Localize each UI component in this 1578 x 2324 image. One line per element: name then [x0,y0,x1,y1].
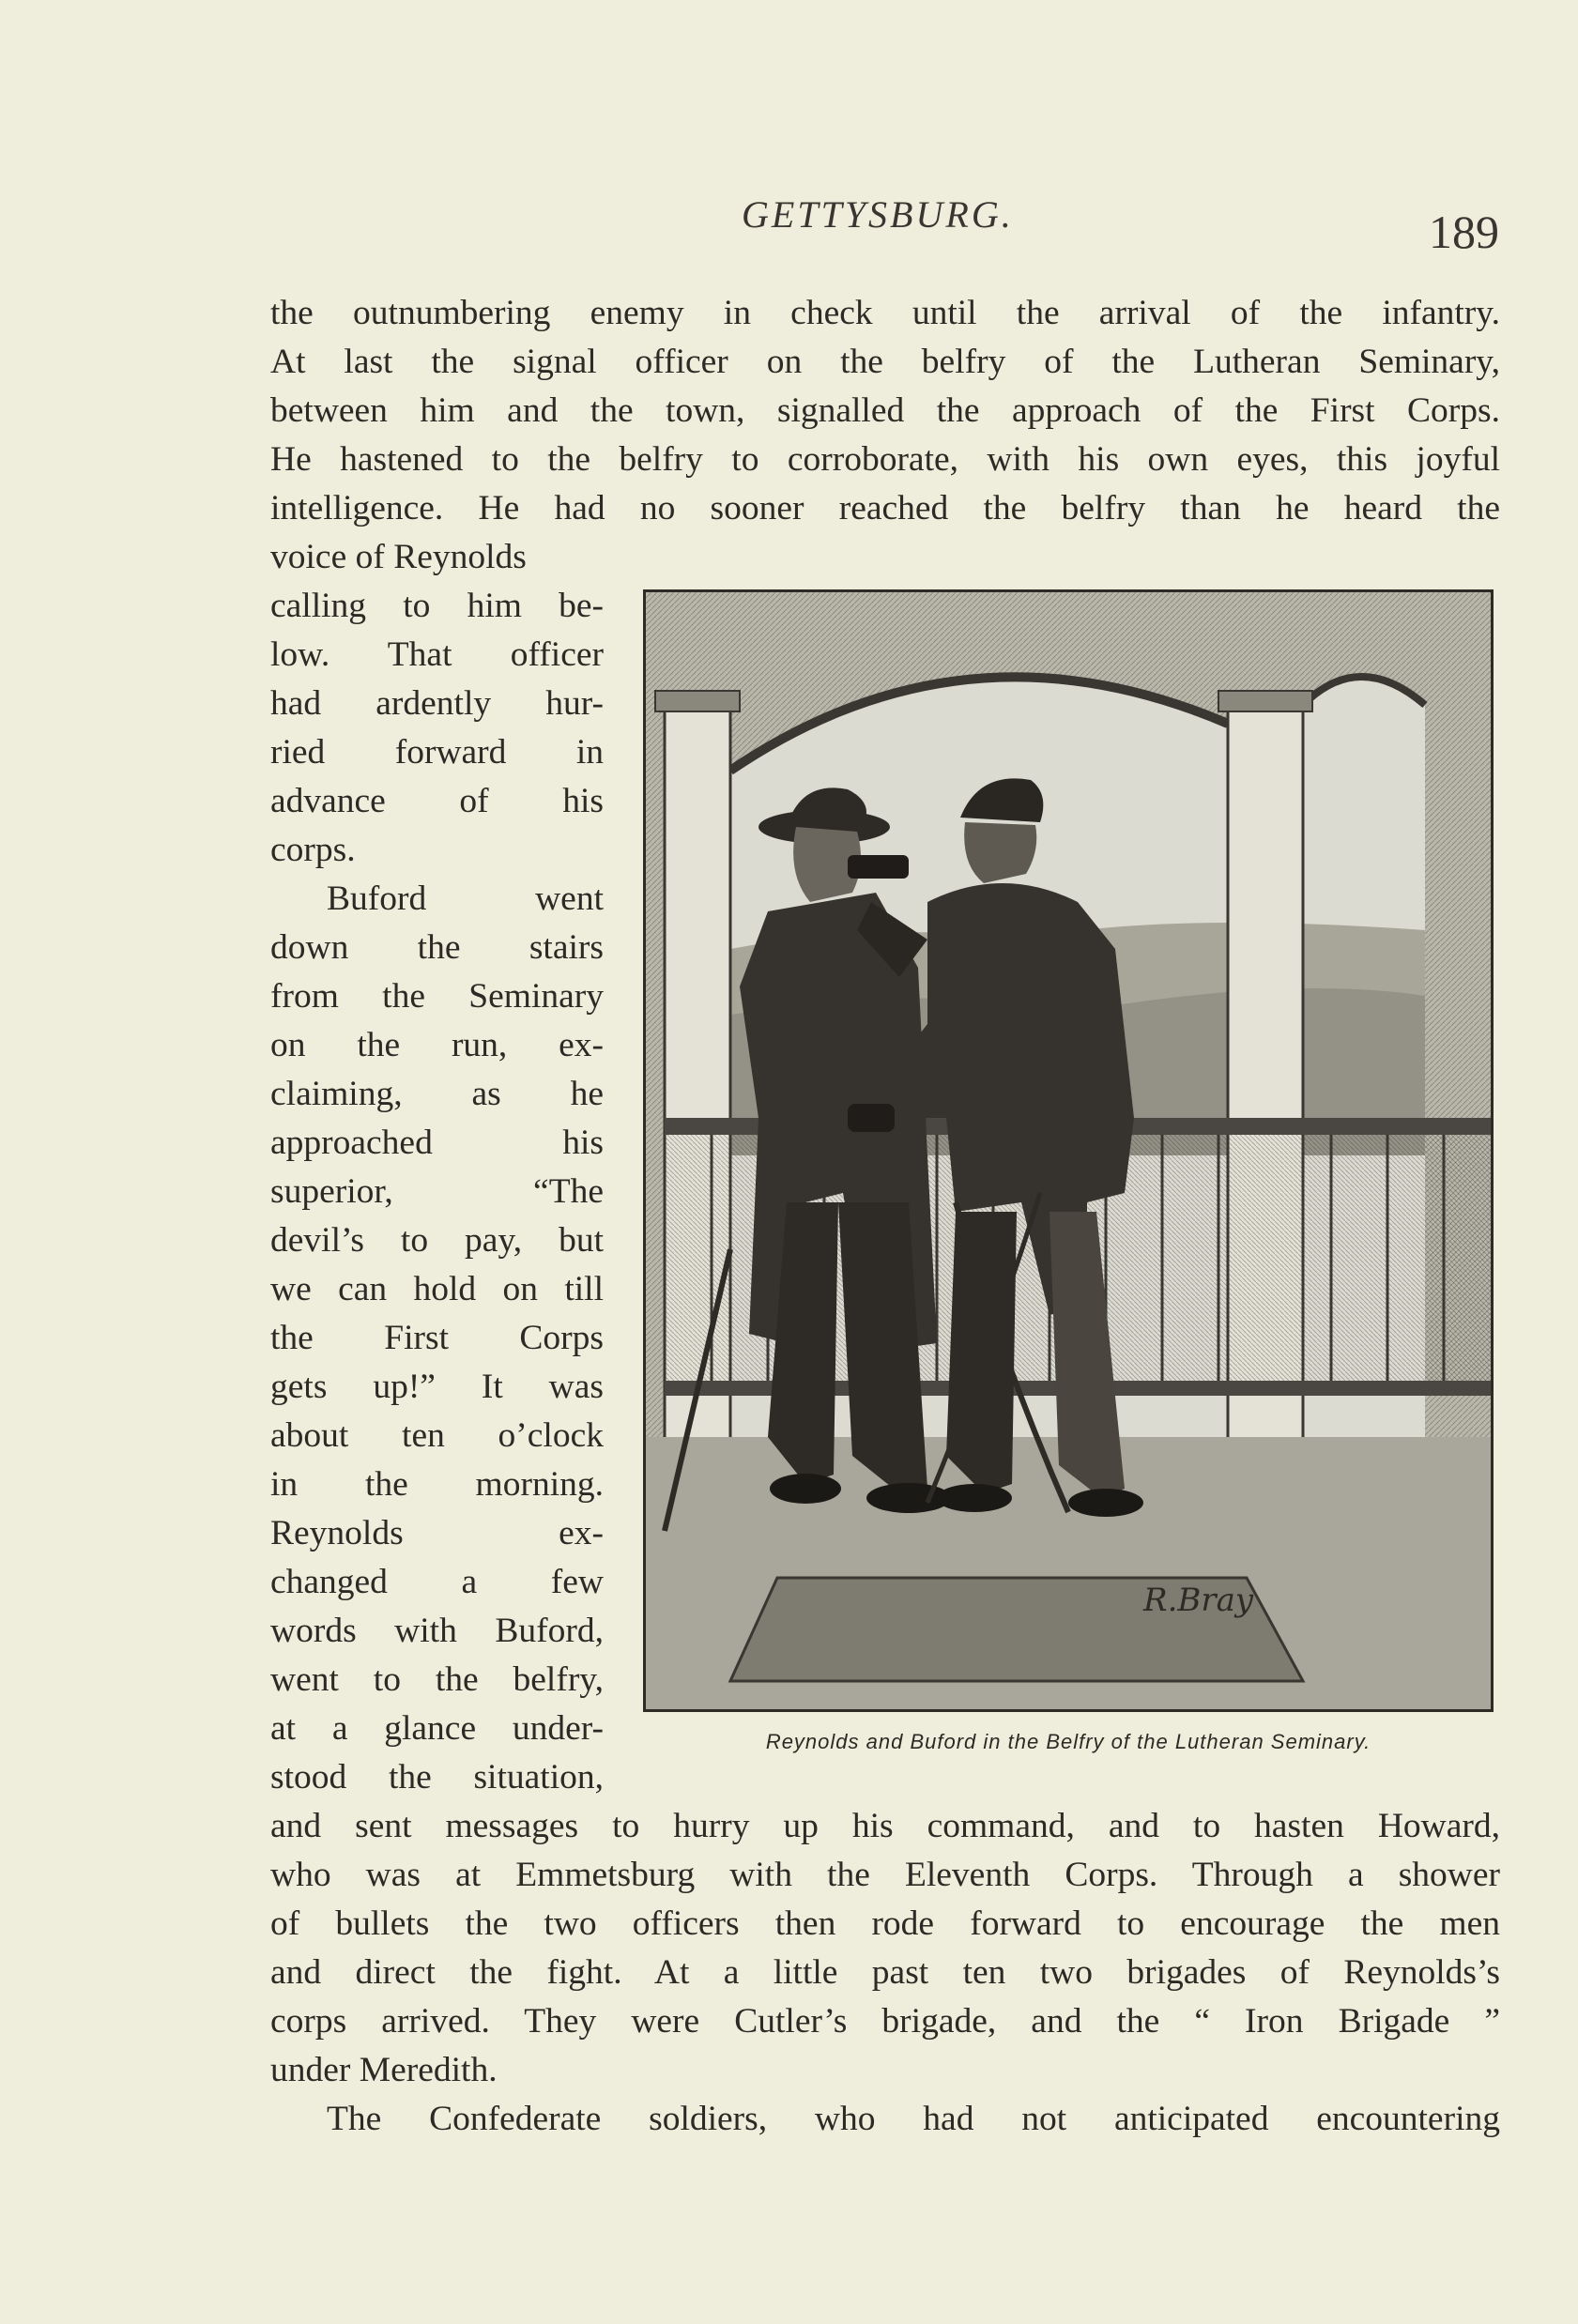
text-line: of bullets the two officers then rode forward to encourage the men [270,1904,1500,1943]
text-line: had ardently hur- [270,684,604,723]
binoculars [848,855,909,879]
running-head: GETTYSBURG. [742,193,1014,236]
figure-caption: Reynolds and Buford in the Belfry of the Lutheran Seminary. [765,1730,1371,1753]
text-line: At last the signal officer on the belfry of the Lutheran Seminary, [270,343,1500,381]
text-line: we can hold on till [270,1270,604,1308]
text-line: intelligence. He had no sooner reached the belfry than he heard the [270,489,1500,527]
text-line: words with Buford, [270,1612,604,1650]
text-line: and sent messages to hurry up his command, and to hasten Howard, [270,1807,1500,1845]
text-line: in the morning. [270,1465,604,1504]
text-line: advance of his [270,782,604,820]
text-line: between him and the town, signalled the approach of the First Corps. [270,391,1500,430]
artist-signature: R.Bray [1143,1582,1254,1619]
text-line: ried forward in [270,733,604,772]
text-line: calling to him be- [270,587,604,625]
text-line: voice of Reynolds [270,538,527,576]
text-line: He hastened to the belfry to corroborate, with his own eyes, this joyful [270,440,1500,479]
text-line: stood the situation, [270,1758,604,1797]
text-line: approached his [270,1124,604,1162]
text-line: from the Seminary [270,977,604,1016]
text-line: gets up!” It was [270,1368,604,1406]
text-line: Buford went [327,879,604,918]
text-line: who was at Emmetsburg with the Eleventh Corps. Through a shower [270,1856,1500,1894]
text-line: under Meredith. [270,2051,498,2089]
text-line: changed a few [270,1563,604,1601]
text-line: and direct the fight. At a little past ten two brigades of Reynolds’s [270,1953,1500,1992]
text-line: The Confederate soldiers, who had not anticipated encountering [327,2100,1500,2138]
text-line: on the run, ex- [270,1026,604,1064]
text-line: the First Corps [270,1319,604,1357]
text-line: corps. [270,831,356,869]
text-line: claiming, as he [270,1075,604,1113]
text-line: at a glance under- [270,1709,604,1748]
belfry-engraving [646,592,1491,1709]
text-line: superior, “The [270,1172,604,1211]
text-line: about ten o’clock [270,1416,604,1455]
page-number: 189 [1429,206,1499,258]
text-line: Reynolds ex- [270,1514,604,1552]
text-line: corps arrived. They were Cutler’s brigade, and the “ Iron Brigade ” [270,2002,1500,2041]
illustration [643,589,1494,1712]
text-line: down the stairs [270,928,604,967]
text-line: went to the belfry, [270,1660,604,1699]
text-line: devil’s to pay, but [270,1221,604,1260]
text-line: low. That officer [270,635,604,674]
text-line: the outnumbering enemy in check until the arrival of the infantry. [270,294,1500,332]
